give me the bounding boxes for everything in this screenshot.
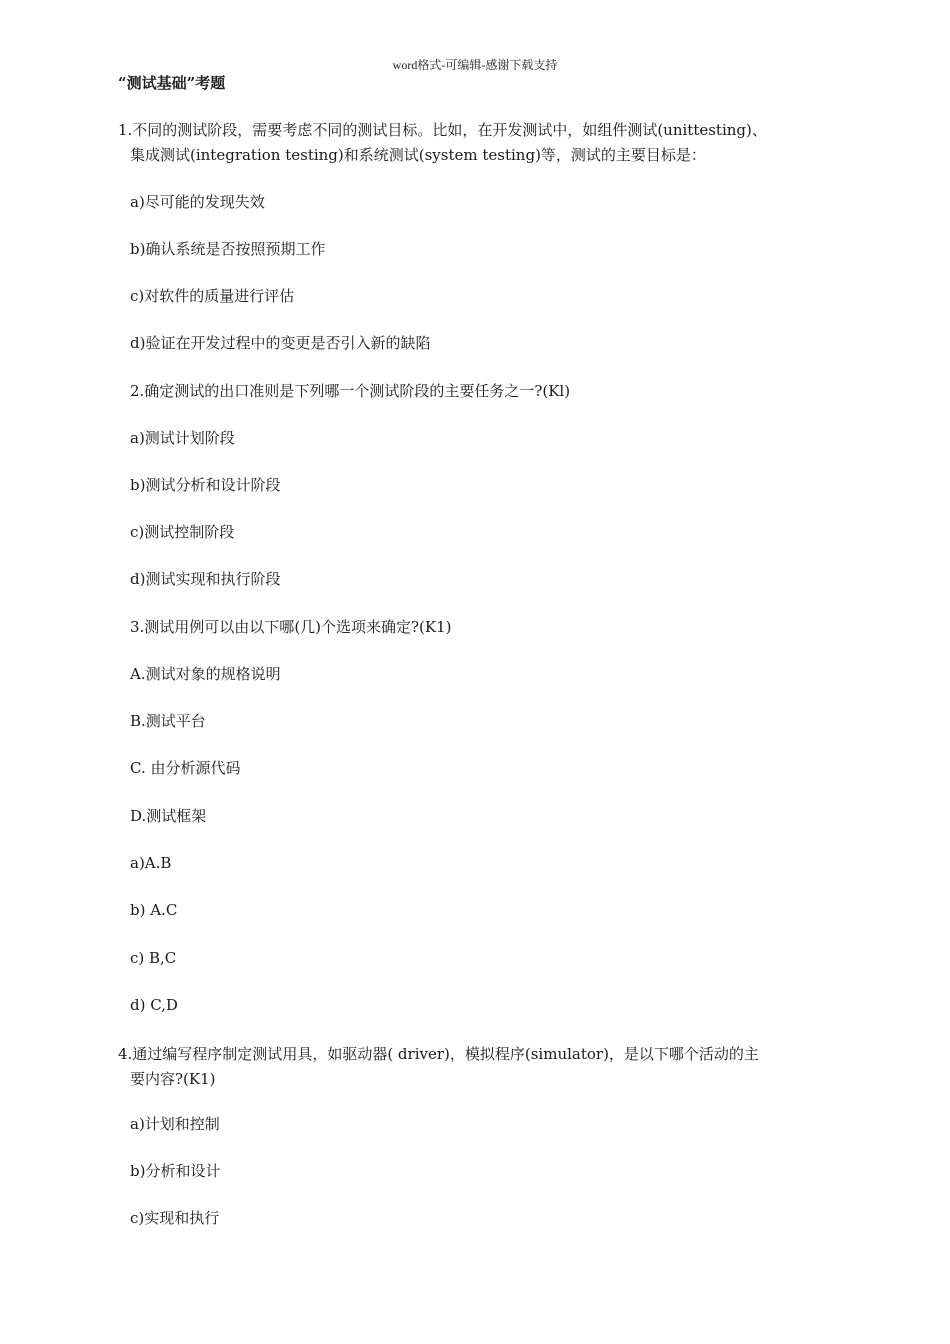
question-4-stem-line-2: 要内容?(K1) xyxy=(130,1070,216,1088)
question-1-stem-line-2: 集成测试(integration testing)和系统测试(system testing)等，测试的主要目标是： xyxy=(130,146,706,164)
question-3-option-b: b) A.C xyxy=(130,901,178,919)
question-3-stem: 3.测试用例可以由以下哪(几)个选项来确定?(K1) xyxy=(130,618,452,636)
question-3-option-c: c) B,C xyxy=(130,949,177,967)
question-3-option-a: a)A.B xyxy=(130,854,172,872)
question-1-option-d: d)验证在开发过程中的变更是否引入新的缺陷 xyxy=(130,334,431,352)
question-2-stem: 2.确定测试的出口准则是下列哪一个测试阶段的主要任务之一?(Kl) xyxy=(130,382,571,400)
question-3-item-d: D.测试框架 xyxy=(130,807,207,825)
question-4-option-c: c)实现和执行 xyxy=(130,1209,220,1227)
question-2-option-d: d)测试实现和执行阶段 xyxy=(130,570,281,588)
question-1-stem-line-1: 1.不同的测试阶段，需要考虑不同的测试目标。比如，在开发测试中，如组件测试(unittesting)、 xyxy=(118,121,767,139)
document-title: “测试基础”考题 xyxy=(118,74,226,92)
question-1-option-a: a)尽可能的发现失效 xyxy=(130,193,265,211)
question-4-option-b: b)分析和设计 xyxy=(130,1162,221,1180)
question-4-stem xyxy=(118,1042,858,1092)
question-3-item-b: B.测试平台 xyxy=(130,712,206,730)
question-3-option-d: d) C,D xyxy=(130,996,178,1014)
question-3-item-c: C. 由分析源代码 xyxy=(130,759,241,777)
question-2-option-b: b)测试分析和设计阶段 xyxy=(130,476,281,494)
question-4-stem-line-1: 4.通过编写程序制定测试用具，如驱动器( driver)，模拟程序(simulator)，是以下哪个活动的主 xyxy=(118,1045,759,1063)
question-4-option-a: a)计划和控制 xyxy=(130,1115,220,1133)
question-2-option-c: c)测试控制阶段 xyxy=(130,523,235,541)
question-1-option-b: b)确认系统是否按照预期工作 xyxy=(130,240,326,258)
question-3-item-a: A.测试对象的规格说明 xyxy=(130,665,281,683)
page-header: word格式-可编辑-感谢下载支持 xyxy=(392,58,558,72)
question-1-stem xyxy=(118,118,858,168)
question-2-option-a: a)测试计划阶段 xyxy=(130,429,235,447)
question-1-option-c: c)对软件的质量进行评估 xyxy=(130,287,295,305)
